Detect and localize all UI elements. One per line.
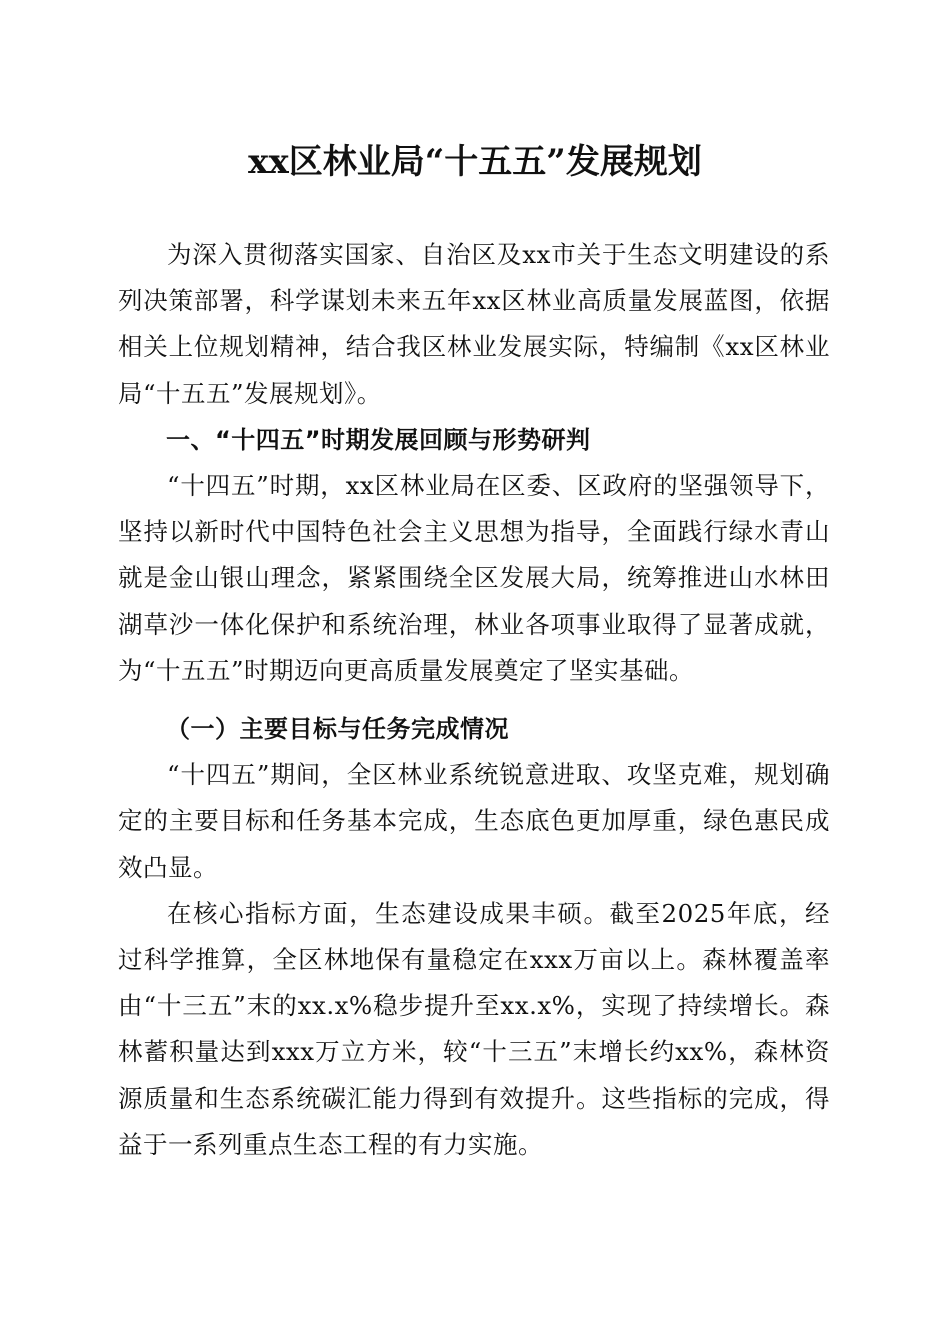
subsection-1-paragraph-1: “十四五”期间，全区林业系统锐意进取、攻坚克难，规划确定的主要目标和任务基本完成，生态底色更加厚重，绿色惠民成效凸显。: [118, 760, 830, 882]
subsection-heading-1: （一）主要目标与任务完成情况: [166, 714, 509, 744]
section-1-paragraph: “十四五”时期，xx区林业局在区委、区政府的坚强领导下，坚持以新时代中国特色社会主义思想为指导，全面践行绿水青山就是金山银山理念，紧紧围绕全区发展大局，统筹推进山水林田湖草沙一体化保护和系统治理，林业各项事业取得了显著成就，为“十五五”时期迈向更高质量发展奠定了坚实基础。: [118, 471, 830, 685]
document-title: xx区林业局“十五五”发展规划: [248, 142, 702, 182]
document-body: [118, 232, 830, 1168]
section-heading-1: 一、“十四五”时期发展回顾与形势研判: [166, 425, 591, 454]
intro-paragraph: 为深入贯彻落实国家、自治区及xx市关于生态文明建设的系列决策部署，科学谋划未来五年xx区林业高质量发展蓝图，依据相关上位规划精神，结合我区林业发展实际，特编制《xx区林业局“十五五”发展规划》。: [118, 240, 830, 408]
subsection-1-paragraph-2: 在核心指标方面，生态建设成果丰硕。截至2025年底，经过科学推算，全区林地保有量稳定在xxx万亩以上。森林覆盖率由“十三五”末的xx.x%稳步提升至xx.x%，实现了持续增长。森林蓄积量达到xxx万立方米，较“十三五”末增长约xx%，森林资源质量和生态系统碳汇能力得到有效提升。这些指标的完成，得益于一系列重点生态工程的有力实施。: [118, 898, 830, 1159]
